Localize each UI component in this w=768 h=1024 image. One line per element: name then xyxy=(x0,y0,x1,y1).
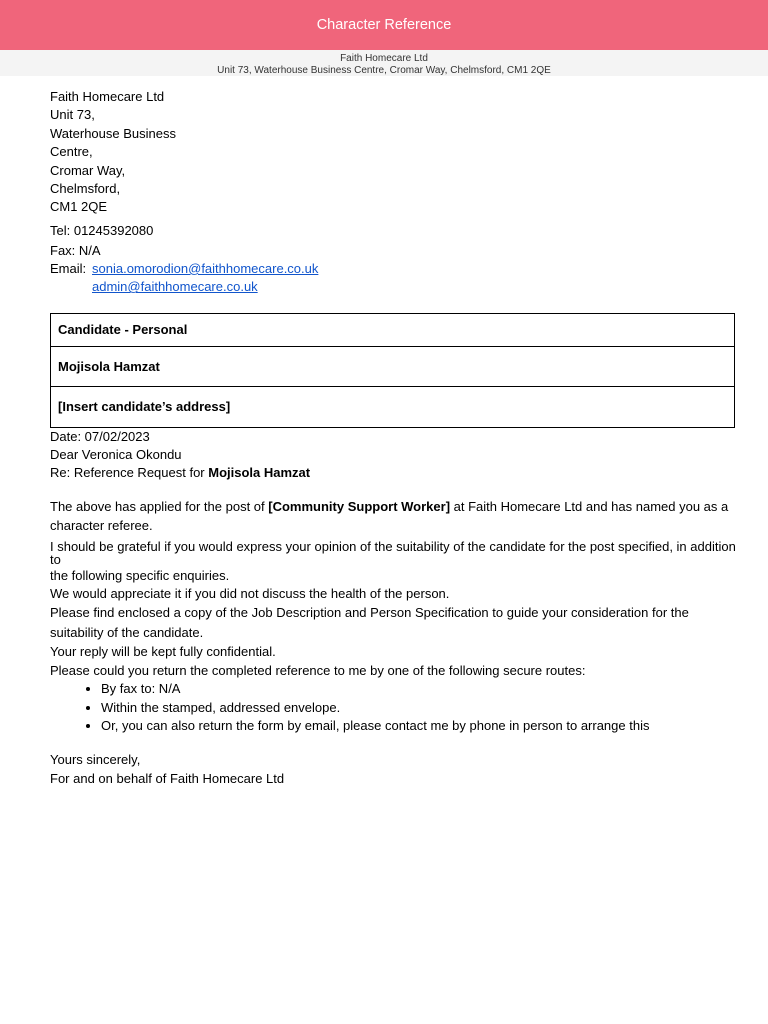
email-list xyxy=(92,260,318,297)
candidate-address: [Insert candidate’s address] xyxy=(51,386,735,427)
sender-address xyxy=(50,88,736,217)
paragraph-application xyxy=(50,497,736,516)
subject-candidate-name: Mojisola Hamzat xyxy=(208,465,311,481)
title-bar xyxy=(0,0,768,50)
list-item: • Or, you can also return the form by email, please contact me by phone in person to arrange this xyxy=(101,717,736,736)
p6-text: Please could you return the completed reference to me by one of the following secure routes: xyxy=(50,662,586,678)
address-line: Faith Homecare Ltd xyxy=(50,89,165,104)
list-item: • By fax to: N/A xyxy=(101,680,736,699)
p2-text-a: I should be grateful if you would express your opinion of the suitability of the candidate for the post specified, in addition to xyxy=(50,538,736,567)
sign-off: For and on behalf of Faith Homecare Ltd xyxy=(50,771,285,787)
p1-text-a: The above has applied for the post of xyxy=(50,498,269,514)
letter-body xyxy=(50,88,736,788)
closing: Yours sincerely, xyxy=(50,752,141,768)
candidate-table xyxy=(50,313,735,428)
candidate-name: Mojisola Hamzat xyxy=(51,346,735,386)
letter-date: Date: 07/02/2023 xyxy=(50,428,150,444)
address-line: CM1 2QE xyxy=(50,199,108,215)
address-line: Chelmsford, xyxy=(50,181,121,197)
p5-text: Your reply will be kept fully confidential. xyxy=(50,643,276,659)
letter-subject xyxy=(50,464,736,482)
list-item: • Within the stamped, addressed envelope. xyxy=(101,699,736,718)
address-line: Cromar Way, xyxy=(50,162,126,178)
letterhead-address: Unit 73, Waterhouse Business Centre, Cromar Way, Chelmsford, CM1 2QE xyxy=(217,64,551,76)
address-line: Unit 73, xyxy=(50,107,95,123)
email-link-primary[interactable]: sonia.omorodion@faithhomecare.co.uk xyxy=(92,260,319,276)
letterhead xyxy=(0,50,768,76)
candidate-heading: Candidate - Personal xyxy=(51,313,735,346)
p1-post: [Community Support Worker] xyxy=(268,498,451,514)
email-label: Email: xyxy=(50,260,87,276)
letter-salutation: Dear Veronica Okondu xyxy=(50,447,182,463)
p4-text-a: Please find enclosed a copy of the Job Description and Person Specification to guide your consideration for the xyxy=(50,604,689,620)
address-line: Waterhouse Business xyxy=(50,125,176,141)
address-line: Centre, xyxy=(50,144,93,160)
email-link-secondary[interactable]: admin@faithhomecare.co.uk xyxy=(92,279,258,295)
sender-fax: Fax: N/A xyxy=(50,242,101,258)
p3-text: We would appreciate it if you did not discuss the health of the person. xyxy=(50,585,450,601)
p2-text-b: the following specific enquiries. xyxy=(50,567,230,583)
subject-prefix: Re: Reference Request for xyxy=(50,465,209,481)
document-title: Character Reference xyxy=(316,17,452,33)
p4-text-b: suitability of the candidate. xyxy=(50,624,204,640)
sender-tel: Tel: 01245392080 xyxy=(50,222,154,238)
p1-text-b: at Faith Homecare Ltd and has named you as a xyxy=(450,498,729,514)
sender-email-row xyxy=(50,260,736,297)
p1-text-c: character referee. xyxy=(50,517,153,533)
letterhead-company: Faith Homecare Ltd xyxy=(340,53,428,64)
routes-list xyxy=(50,680,736,736)
